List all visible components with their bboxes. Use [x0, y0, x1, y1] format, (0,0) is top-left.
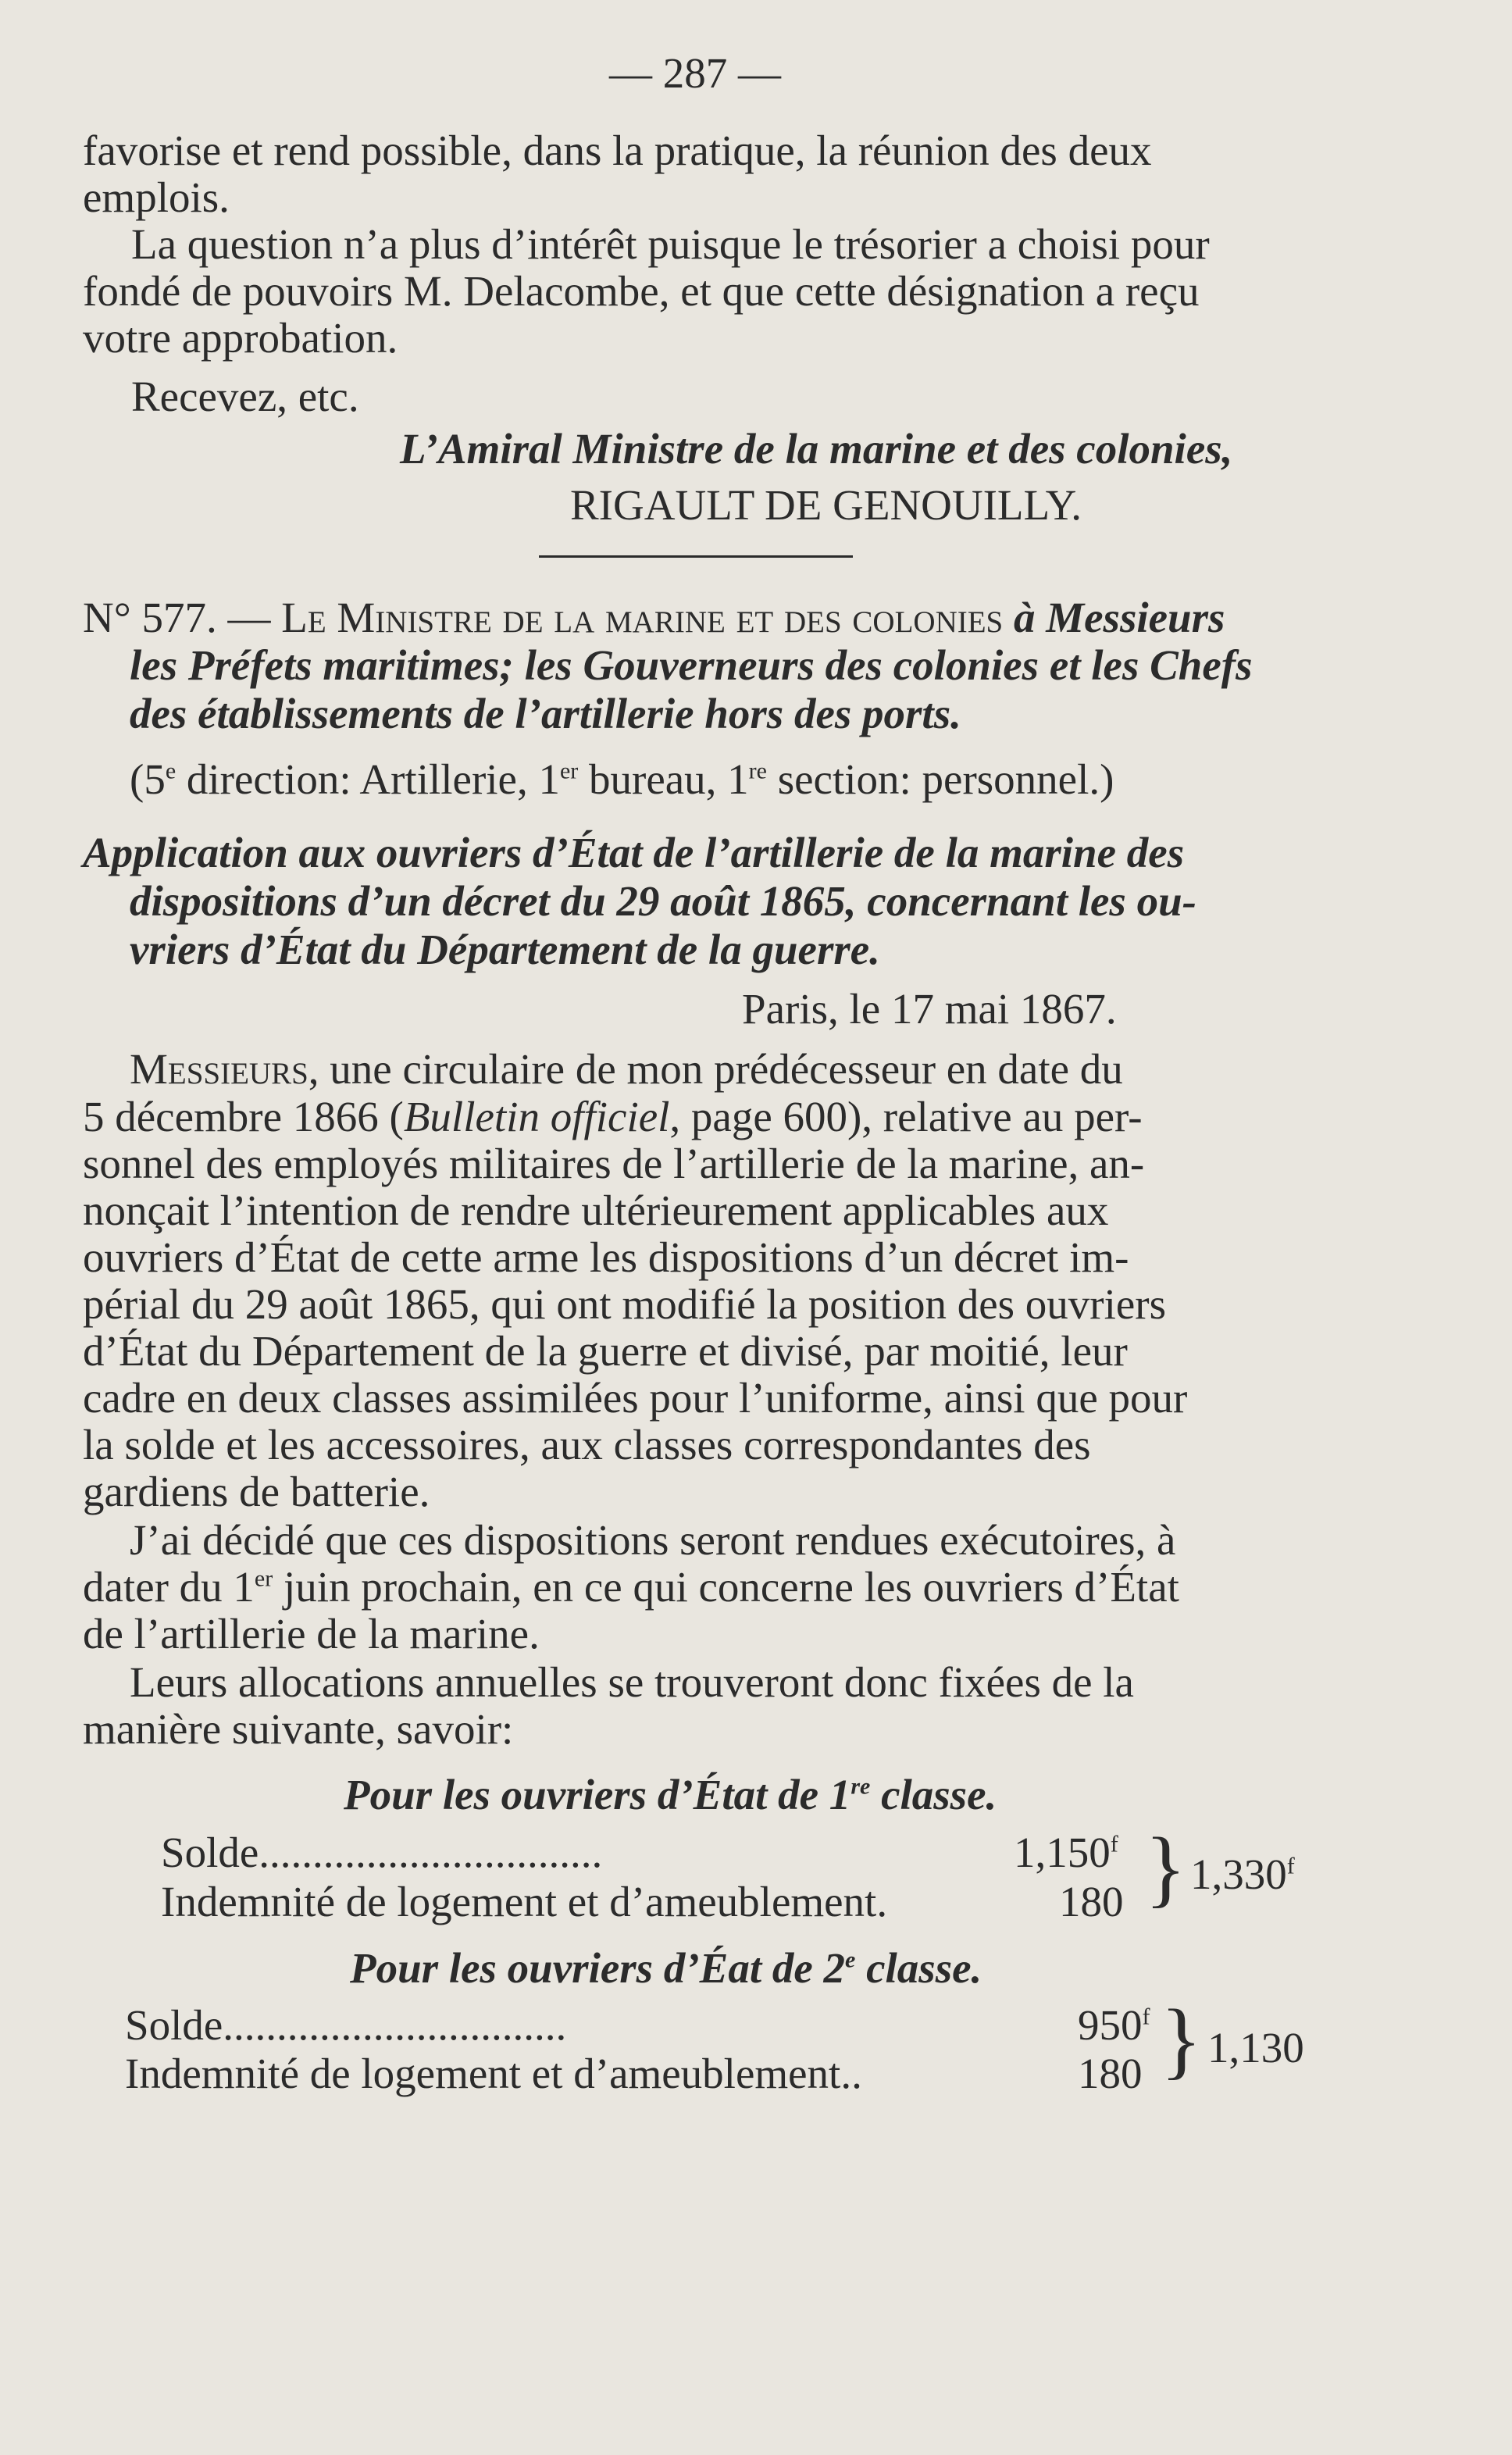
- body-p2-line-2b: juin prochain, en ce qui concerne les ouvriers d’État: [273, 1563, 1179, 1611]
- class2-brace: }: [1161, 1992, 1202, 2087]
- class1-brace: }: [1145, 1820, 1186, 1915]
- class1-solde-amount: 1,150: [1014, 1829, 1111, 1876]
- section-divider: [539, 555, 853, 558]
- header-dash: —: [227, 594, 271, 641]
- body-p2-line-3: de l’artillerie de la marine.: [83, 1610, 540, 1657]
- body-p3-line-2: manière suivante, savoir:: [83, 1705, 514, 1753]
- signature-name: RIGAULT DE GENOUILLY.: [570, 481, 1082, 529]
- signature-title: L’Amiral Ministre de la marine et des colonies,: [400, 425, 1233, 473]
- class2-total: 1,130: [1207, 2024, 1304, 2071]
- closing-line-4: fondé de pouvoirs M. Delacombe, et que cette désignation a reçu: [83, 267, 1200, 315]
- class2-solde-amount: 950: [1078, 2001, 1143, 2049]
- class1-total: [1190, 1851, 1295, 1898]
- class2-heading-a: Pour les ouvriers d’Éat de 2: [350, 1944, 846, 1992]
- body-p2-line-2a: dater du 1: [83, 1563, 255, 1611]
- direction-sup-3: re: [748, 758, 767, 784]
- body-p1-line-10: gardiens de batterie.: [83, 1468, 430, 1515]
- class1-solde-label: Solde................................: [161, 1829, 603, 1876]
- class2-heading-sup: e: [845, 1947, 856, 1973]
- class2-solde-value: [1078, 2002, 1150, 2049]
- class1-logement-value: 180: [1059, 1878, 1124, 1925]
- closing-line-2: emplois.: [83, 173, 230, 221]
- class1-solde-value: [1014, 1829, 1118, 1876]
- class1-solde-sup: f: [1110, 1831, 1118, 1857]
- class1-heading: [344, 1772, 997, 1818]
- class1-logement-label: Indemnité de logement et d’ameublement.: [161, 1878, 888, 1925]
- direction-part-4: section: personnel.): [766, 755, 1114, 803]
- direction-sup-2: er: [559, 758, 579, 784]
- body-p2-line-1: J’ai décidé que ces dispositions seront rendues exécutoires, à: [130, 1516, 1176, 1564]
- circular-header-line-2: les Préfets maritimes; les Gouverneurs des colonies et les Chefs: [130, 641, 1253, 689]
- body-p2-sup: er: [254, 1565, 273, 1592]
- subject-line-1: Application aux ouvriers d’État de l’artillerie de la marine des: [83, 829, 1185, 876]
- body-p1-line-5: ouvriers d’État de cette arme les dispositions d’un décret im-: [83, 1233, 1129, 1281]
- class1-heading-b: classe.: [870, 1771, 997, 1818]
- body-p1-line-6: périal du 29 août 1865, qui ont modifié la position des ouvriers: [83, 1280, 1167, 1328]
- closing-line-3: La question n’a plus d’intérêt puisque le trésorier a choisi pour: [131, 220, 1210, 268]
- class2-heading: [350, 1945, 982, 1992]
- class2-solde-label: Solde................................: [125, 2001, 567, 2049]
- page-number: — 287 —: [609, 49, 781, 97]
- circular-header-line-1: [83, 594, 1225, 641]
- class1-total-sup: f: [1286, 1853, 1295, 1879]
- direction-line: [130, 756, 1114, 803]
- body-p1-line-2: [83, 1094, 1143, 1140]
- bulletin-reference: Bulletin officiel: [403, 1093, 670, 1140]
- body-p2-line-2: [83, 1564, 1179, 1611]
- class2-logement-value: 180: [1078, 2050, 1143, 2097]
- class2-logement-label: Indemnité de logement et d’ameublement..: [125, 2050, 862, 2097]
- salutation: Messieurs: [130, 1045, 308, 1093]
- direction-sup-1: e: [165, 758, 177, 784]
- circular-sender: Le Ministre de la marine et des colonies: [281, 594, 1004, 641]
- body-p1-line-1-text: , une circulaire de mon prédécesseur en date du: [308, 1045, 1123, 1093]
- class1-heading-sup: re: [850, 1773, 871, 1800]
- body-p3-line-1: Leurs allocations annuelles se trouveront donc fixées de la: [130, 1658, 1134, 1706]
- closing-line-1: favorise et rend possible, dans la pratique, la réunion des deux: [83, 127, 1152, 174]
- circular-header-line-3: des établissements de l’artillerie hors des ports.: [130, 690, 961, 737]
- class2-heading-b: classe.: [855, 1944, 982, 1992]
- closing-line-5: votre approbation.: [83, 314, 398, 362]
- direction-part-2: direction: Artillerie, 1: [176, 755, 560, 803]
- class1-total-amount: 1,330: [1190, 1850, 1287, 1898]
- body-p1-line-1: [130, 1046, 1123, 1093]
- body-p1-line-4: nonçait l’intention de rendre ultérieurement applicables aux: [83, 1186, 1109, 1234]
- class1-heading-a: Pour les ouvriers d’État de 1: [344, 1771, 851, 1818]
- subject-line-3: vriers d’État du Département de la guerre.: [130, 926, 880, 973]
- circular-number: N° 577.: [83, 594, 217, 641]
- circular-addressee: à Messieurs: [1013, 594, 1225, 641]
- closing-line-6: Recevez, etc.: [131, 373, 359, 420]
- class2-solde-sup: f: [1142, 2004, 1150, 2030]
- body-p1-line-2a: 5 décembre 1866 (: [83, 1093, 404, 1140]
- body-p1-line-8: cadre en deux classes assimilées pour l’uniforme, ainsi que pour: [83, 1374, 1188, 1422]
- body-p1-line-3: sonnel des employés militaires de l’artillerie de la marine, an-: [83, 1140, 1145, 1187]
- direction-part-3: bureau, 1: [578, 755, 749, 803]
- body-p1-line-7: d’État du Département de la guerre et divisé, par moitié, leur: [83, 1327, 1128, 1375]
- body-p1-line-9: la solde et les accessoires, aux classes correspondantes des: [83, 1421, 1091, 1468]
- dateline: Paris, le 17 mai 1867.: [742, 985, 1117, 1033]
- direction-part-1: (5: [130, 755, 166, 803]
- subject-line-2: dispositions d’un décret du 29 août 1865, concernant les ou-: [130, 877, 1196, 925]
- body-p1-line-2c: , page 600), relative au per-: [669, 1093, 1143, 1140]
